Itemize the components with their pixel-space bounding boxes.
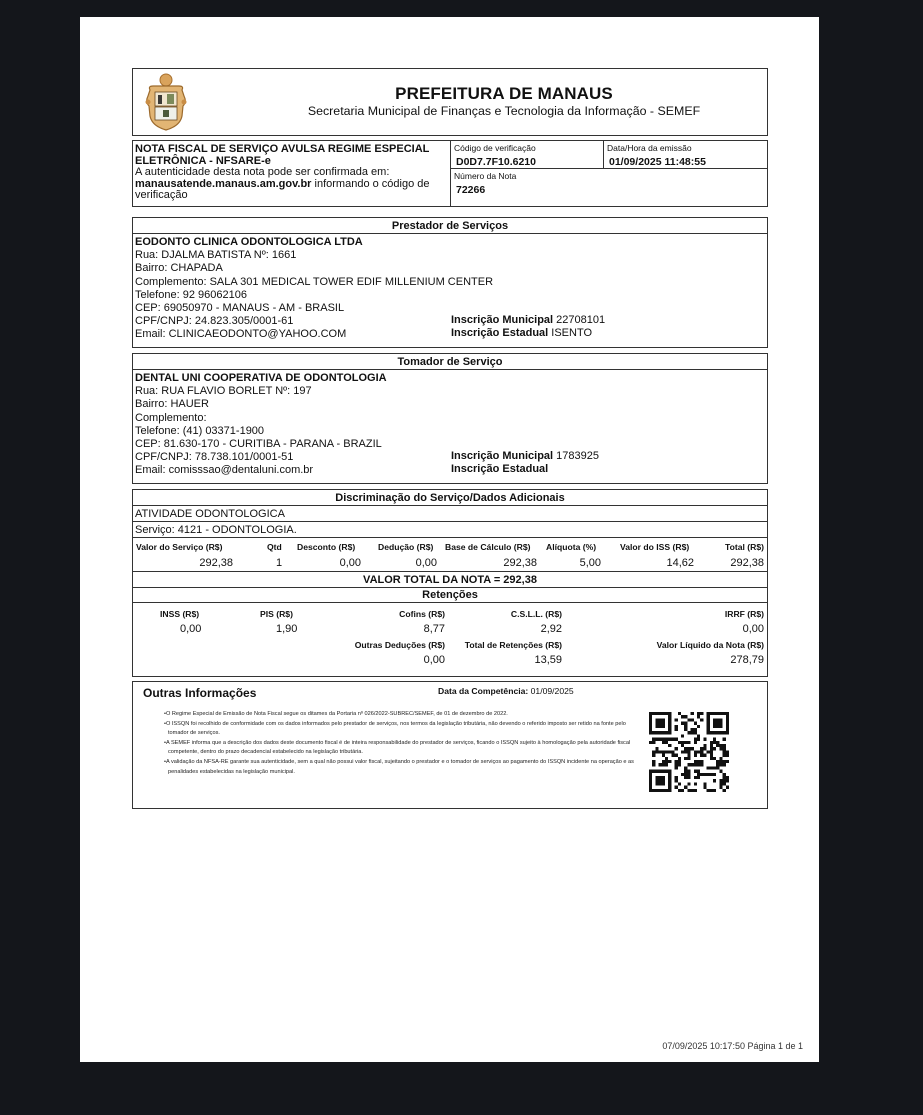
col-value: 0,00 <box>415 557 437 569</box>
prestador-insc-municipal: Inscrição Municipal 22708101 <box>451 314 606 326</box>
data-value: 01/09/2025 11:48:55 <box>609 156 706 168</box>
col-value: 292,38 <box>199 557 233 569</box>
ret-value: 0,00 <box>423 654 445 666</box>
page-title: PREFEITURA DE MANAUS <box>395 84 613 103</box>
data-label: Data/Hora da emissão <box>607 143 692 153</box>
header-box <box>132 68 768 136</box>
ret-header: Cofins (R$) <box>399 609 445 619</box>
prestador-line: CEP: 69050970 - MANAUS - AM - BRASIL <box>135 302 345 315</box>
tomador-line: Complemento: <box>135 411 207 424</box>
retencoes-grid <box>133 603 767 670</box>
ret-value: 1,90 <box>276 623 298 635</box>
prestador-title: Prestador de Serviços <box>133 218 767 234</box>
codigo-verificacao-cell <box>451 141 604 169</box>
ret-value: 8,77 <box>423 623 445 635</box>
atividade-line: ATIVIDADE ODONTOLOGICA <box>133 506 767 522</box>
col-header: Base de Cálculo (R$) <box>445 542 531 552</box>
col-value: 292,38 <box>503 557 537 569</box>
prestador-box <box>132 217 768 348</box>
ret-value: 13,59 <box>534 654 562 666</box>
col-header: Desconto (R$) <box>297 542 356 552</box>
ret-header: C.S.L.L. (R$) <box>510 609 562 619</box>
tomador-name: DENTAL UNI COOPERATIVA DE ODONTOLOGIA <box>135 372 387 384</box>
ret-value: 0,00 <box>180 623 202 635</box>
retencoes-title: Retenções <box>133 588 767 603</box>
col-value: 1 <box>276 557 283 569</box>
outras-title: Outras Informações <box>143 686 257 700</box>
prestador-insc-estadual: Inscrição Estadual ISENTO <box>451 327 593 339</box>
page-footer: 07/09/2025 10:17:50 Página 1 de 1 <box>662 1041 803 1051</box>
col-header: Valor do ISS (R$) <box>620 542 690 552</box>
col-header: Valor do Serviço (R$) <box>136 542 223 552</box>
data-emissao-cell <box>604 141 767 169</box>
prestador-line: CPF/CNPJ: 24.823.305/0001-61 <box>135 315 294 328</box>
col-value: 14,62 <box>666 557 694 569</box>
ret-header: Valor Líquido da Nota (R$) <box>656 640 764 650</box>
competencia: Data da Competência: 01/09/2025 <box>438 686 574 696</box>
col-value: 0,00 <box>339 557 361 569</box>
info-bullet: • A validação da NFSA-RE garante sua autenticidade, sem a qual não possui valor fiscal, sujeitando o prestador e o tomador de serviços ao pagamento do ISSQN incidente na operação e as penalidades estabelecidas na legislação municipal. <box>164 758 634 777</box>
col-header: Qtd <box>267 542 282 552</box>
ret-header: Total de Retenções (R$) <box>464 640 562 650</box>
ret-header: PIS (R$) <box>260 609 293 619</box>
ret-value: 0,00 <box>742 623 764 635</box>
tomador-line: Bairro: HAUER <box>135 398 209 411</box>
col-value: 5,00 <box>579 557 601 569</box>
prestador-line: Email: CLINICAEODONTO@YAHOO.COM <box>135 328 347 341</box>
valor-total-line: VALOR TOTAL DA NOTA = 292,38 <box>133 572 767 588</box>
info-bullet: • O ISSQN foi recolhido de conformidade com os dados informados pelo prestador de serviços, nos termos da legislação tributária, não devendo o referido imposto ser retido na fonte pelo tomador de serviços. <box>164 720 634 739</box>
info-bullet: • O Regime Especial de Emissão de Nota Fiscal segue os ditames da Portaria nº 026/2022-SUBREC/SEMEF, de 01 de dezembro de 2022. <box>164 710 634 720</box>
page-subtitle: Secretaria Municipal de Finanças e Tecnologia da Informação - SEMEF <box>307 104 701 118</box>
numero-label: Número da Nota <box>454 171 517 181</box>
nota-info-box <box>132 140 768 207</box>
info-bullet: • A SEMEF informa que a descrição dos dados deste documento fiscal é de inteira responsabilidade do prestador de serviços, ficando o ISSQN sujeito à homologação pela autoridade fiscal competente, dentro do prazo decadencial estabelecido na legislação tributária. <box>164 739 634 758</box>
qr-code-icon[interactable] <box>649 712 729 792</box>
ret-header: IRRF (R$) <box>724 609 764 619</box>
col-header: Total (R$) <box>725 542 764 552</box>
tomador-insc-estadual: Inscrição Estadual <box>451 463 549 475</box>
servico-line: Serviço: 4121 - ODONTOLOGIA. <box>133 522 767 538</box>
tomador-line: Email: comisssao@dentaluni.com.br <box>135 464 314 477</box>
numero-value: 72266 <box>456 184 486 196</box>
outras-informacoes-box <box>132 681 768 809</box>
tomador-line: Telefone: (41) 03371-1900 <box>135 424 265 437</box>
document-page <box>80 17 819 1062</box>
auth-text: A autenticidade desta nota pode ser confirmada em: <box>135 166 390 178</box>
prestador-line: Telefone: 92 96062106 <box>135 288 247 301</box>
auth-text-2: informando o código de verificação <box>135 177 430 201</box>
discriminacao-box <box>132 489 768 677</box>
prestador-line: Complemento: SALA 301 MEDICAL TOWER EDIF MILLENIUM CENTER <box>135 275 494 288</box>
col-header: Alíquota (%) <box>546 542 597 552</box>
tomador-line: Rua: RUA FLAVIO BORLET Nº: 197 <box>135 385 312 398</box>
nota-type-title: NOTA FISCAL DE SERVIÇO AVULSA REGIME ESPECIAL ELETRÔNICA - NFSARE-e <box>135 143 430 167</box>
ret-header: INSS (R$) <box>160 609 200 619</box>
numero-nota-cell <box>451 169 767 206</box>
info-bullets <box>164 710 634 777</box>
ret-value: 278,79 <box>730 654 764 666</box>
ret-header: Outras Deduções (R$) <box>354 640 445 650</box>
tomador-title: Tomador de Serviço <box>133 354 767 370</box>
valores-grid <box>133 538 767 572</box>
prestador-line: Rua: DJALMA BATISTA Nº: 1661 <box>135 249 297 262</box>
auth-site-link[interactable]: manausatende.manaus.am.gov.br <box>135 177 312 190</box>
codigo-value: D0D7.7F10.6210 <box>456 156 536 168</box>
tomador-insc-municipal: Inscrição Municipal 1783925 <box>451 450 599 462</box>
tomador-box <box>132 353 768 484</box>
discriminacao-title: Discriminação do Serviço/Dados Adicionais <box>133 490 767 506</box>
codigo-label: Código de verificação <box>454 143 536 153</box>
tomador-line: CPF/CNPJ: 78.738.101/0001-51 <box>135 451 294 464</box>
prestador-name: EODONTO CLINICA ODONTOLOGICA LTDA <box>135 236 363 248</box>
col-header: Dedução (R$) <box>378 542 434 552</box>
ret-value: 2,92 <box>540 623 562 635</box>
col-value: 292,38 <box>730 557 764 569</box>
prestador-line: Bairro: CHAPADA <box>135 262 223 275</box>
tomador-line: CEP: 81.630-170 - CURITIBA - PARANA - BRAZIL <box>135 438 382 451</box>
